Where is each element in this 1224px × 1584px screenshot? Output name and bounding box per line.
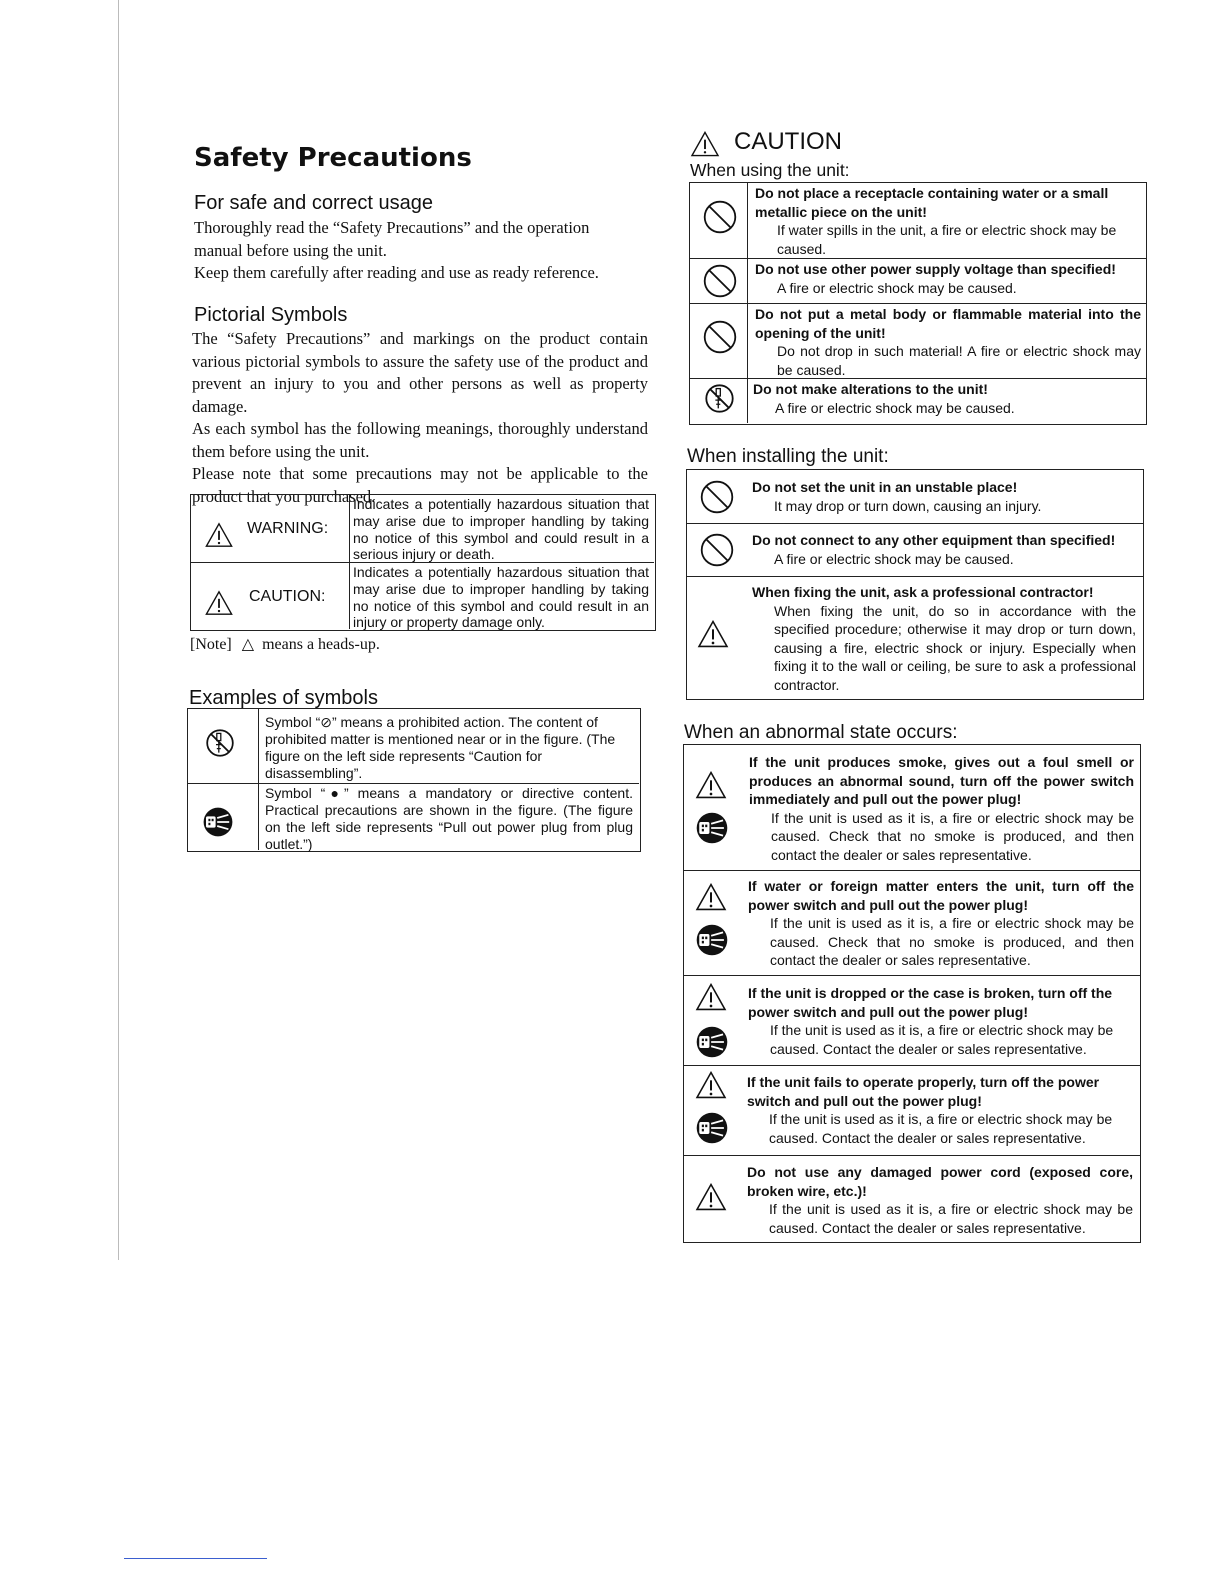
- using-row-detail: If water spills in the unit, a fire or electric shock may be caused.: [777, 222, 1117, 257]
- abnormal-row-title: If the unit produces smoke, gives out a foul smell or produces an abnormal sound, turn off the power switch immediately and pull out the power plug!: [749, 754, 1134, 807]
- abnormal-table: [683, 744, 1141, 1243]
- safe-usage-text: [194, 217, 634, 285]
- no-disassembly-icon: [204, 727, 236, 759]
- pictorial-heading: Pictorial Symbols: [194, 304, 348, 326]
- using-row-title: Do not use other power supply voltage than specified!: [755, 261, 1116, 277]
- using-row-4: [753, 380, 1141, 417]
- examples-heading: Examples of symbols: [189, 687, 378, 709]
- using-row-detail: Do not drop in such material! A fire or electric shock may be caused.: [777, 343, 1141, 378]
- caution-title: CAUTION: [734, 128, 842, 155]
- using-row-detail: A fire or electric shock may be caused.: [775, 399, 1015, 416]
- abnormal-row-detail: If the unit is used as it is, a fire or electric shock may be caused. Contact the dealer or sales representative.: [769, 1201, 1133, 1236]
- abnormal-row-detail: If the unit is used as it is, a fire or electric shock may be caused. Check that no smoke is produced, and then contact the dealer or sales representative.: [770, 915, 1134, 968]
- installing-row-1: [752, 478, 1138, 515]
- unplug-icon: [695, 811, 729, 845]
- using-row-title: Do not place a receptacle containing water or a small metallic piece on the unit!: [755, 185, 1109, 220]
- using-row-title: Do not make alterations to the unit!: [753, 381, 988, 397]
- caution-icon: [205, 590, 233, 616]
- example-prohibited-text: Symbol “⊘” means a prohibited action. The content of prohibited matter is mentioned near or in the figure. (The figure on the left side represents “Caution for disassembling”.: [265, 714, 616, 781]
- abnormal-row-3: [748, 984, 1134, 1058]
- pictorial-para: The “Safety Precautions” and markings on the product contain various pictorial symbols to assure the safety use of the product and prevent an injury to you and other persons as well as property damage.: [192, 329, 648, 416]
- prohibited-icon: [702, 199, 738, 235]
- using-row-detail: A fire or electric shock may be caused.: [777, 279, 1017, 296]
- caution-icon: [695, 883, 727, 911]
- installing-row-detail: It may drop or turn down, causing an injury.: [774, 497, 1042, 514]
- using-row-3: [755, 305, 1141, 379]
- using-table: [689, 182, 1147, 425]
- abnormal-row-2: [748, 877, 1134, 970]
- no-disassembly-icon: [703, 382, 736, 415]
- heads-up-icon: △: [241, 636, 255, 653]
- warning-label: WARNING:: [247, 520, 329, 537]
- example-mandatory-text: Symbol “●” means a mandatory or directive content. Practical precautions are shown in the figure. (The figure on the left side represents “Pull out power plug from plug outlet.”): [265, 785, 633, 852]
- installing-row-2: [752, 531, 1138, 568]
- using-row-title: Do not put a metal body or flammable material into the opening of the unit!: [755, 306, 1141, 341]
- scan-margin-line: [118, 0, 119, 1260]
- note-text: means a heads-up.: [262, 636, 380, 653]
- signal-word-table: [190, 494, 656, 631]
- prohibited-icon: [699, 479, 735, 515]
- abnormal-row-title: If the unit fails to operate properly, turn off the power switch and pull out the power plug!: [747, 1074, 1100, 1109]
- unplug-icon: [695, 1111, 729, 1145]
- abnormal-row-title: Do not use any damaged power cord (exposed core, broken wire, etc.)!: [747, 1164, 1133, 1199]
- installing-row-detail: A fire or electric shock may be caused.: [774, 550, 1014, 567]
- prohibited-icon: [702, 263, 738, 299]
- prohibited-icon: [699, 532, 735, 568]
- pictorial-para: Please note that some precautions may not be applicable to the product that you purchased.: [192, 464, 648, 506]
- using-row-1: [755, 184, 1141, 258]
- abnormal-row-title: If the unit is dropped or the case is broken, turn off the power switch and pull out the power plug!: [748, 985, 1113, 1020]
- installing-row-title: Do not connect to any other equipment than specified!: [752, 532, 1116, 548]
- installing-heading: When installing the unit:: [687, 446, 889, 467]
- abnormal-row-detail: If the unit is used as it is, a fire or electric shock may be caused. Check that no smoke is produced, and then contact the dealer or sales representative.: [771, 809, 1134, 863]
- installing-row-detail: When fixing the unit, do so in accordance with the specified procedure; otherwise it may drop or turn down, causing a fire, electric shock or injury. Especially when fixing it to the wall or ceiling, be sure to ask a professional contractor.: [774, 602, 1136, 693]
- unplug-icon: [695, 923, 729, 957]
- pictorial-text: [192, 328, 648, 508]
- caution-icon: [697, 620, 729, 648]
- abnormal-row-detail: If the unit is used as it is, a fire or electric shock may be caused. Contact the dealer or sales representative.: [770, 1022, 1114, 1057]
- unplug-icon: [695, 1025, 729, 1059]
- scan-blue-line: [124, 1558, 267, 1559]
- using-row-2: [755, 260, 1141, 297]
- examples-table: [187, 708, 641, 852]
- using-heading: When using the unit:: [690, 160, 850, 180]
- abnormal-heading: When an abnormal state occurs:: [684, 722, 958, 743]
- caution-title-icon: [690, 131, 720, 157]
- caution-icon: [695, 1071, 727, 1099]
- caution-icon: [695, 1183, 727, 1211]
- note-line: [190, 634, 380, 654]
- caution-icon: [695, 983, 727, 1011]
- warning-description: Indicates a potentially hazardous situation that may arise due to improper handling by taking no notice of this symbol and could result in a serious injury or death.: [353, 496, 649, 563]
- abnormal-row-5: [747, 1163, 1133, 1237]
- safe-usage-heading: For safe and correct usage: [194, 192, 434, 214]
- pictorial-para: As each symbol has the following meanings, thoroughly understand them before using the unit.: [192, 419, 648, 461]
- prohibited-icon: [702, 319, 738, 355]
- abnormal-row-detail: If the unit is used as it is, a fire or electric shock may be caused. Contact the dealer or sales representative.: [769, 1111, 1113, 1146]
- installing-table: [686, 469, 1144, 700]
- installing-row-title: Do not set the unit in an unstable place!: [752, 479, 1018, 495]
- safe-usage-para: Keep them carefully after reading and use as ready reference.: [194, 263, 599, 282]
- caution-label: CAUTION:: [249, 588, 326, 605]
- page-title: Safety Precautions: [194, 143, 472, 173]
- caution-icon: [695, 771, 727, 799]
- safe-usage-para: Thoroughly read the “Safety Precautions” and the operation manual before using the unit.: [194, 218, 590, 260]
- caution-description: Indicates a potentially hazardous situation that may arise due to improper handling by taking no notice of this symbol and could result in an injury or property damage only.: [353, 564, 649, 631]
- unplug-icon: [202, 806, 234, 838]
- abnormal-row-1: [749, 753, 1134, 864]
- abnormal-row-4: [747, 1073, 1134, 1147]
- abnormal-row-title: If water or foreign matter enters the unit, turn off the power switch and pull out the power plug!: [748, 878, 1134, 913]
- warning-icon: [205, 522, 233, 548]
- installing-row-3: [752, 583, 1136, 694]
- note-prefix: [Note]: [190, 636, 232, 653]
- installing-row-title: When fixing the unit, ask a professional contractor!: [752, 584, 1094, 600]
